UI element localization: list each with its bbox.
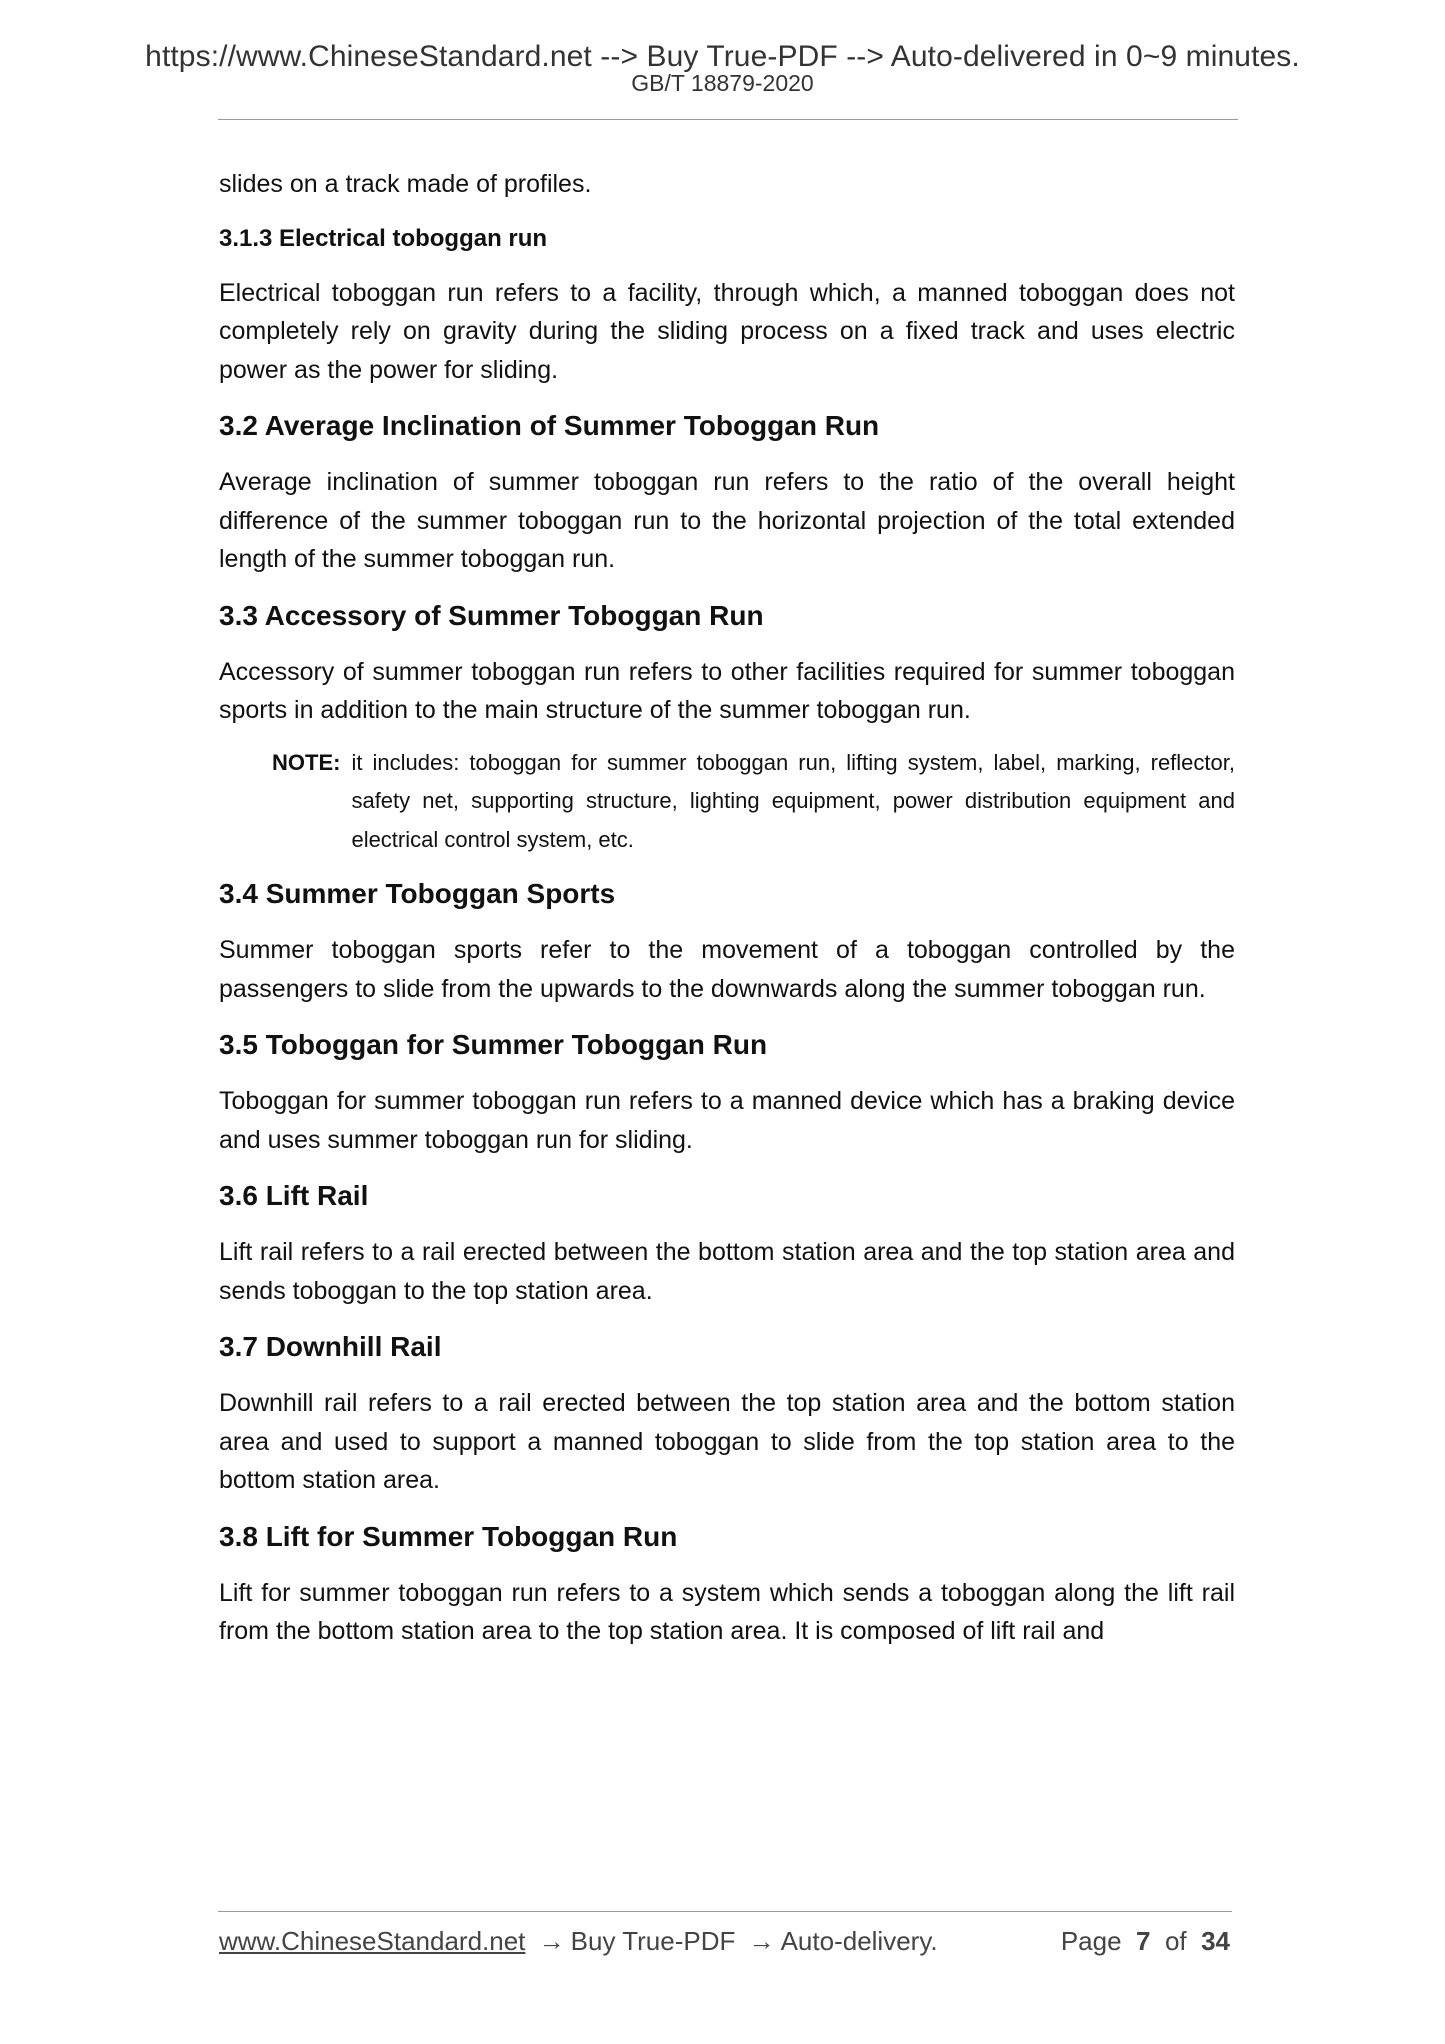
site-link[interactable]: www.ChineseStandard.net xyxy=(219,1926,526,1956)
standard-number: GB/T 18879-2020 xyxy=(631,70,814,96)
footer-promo xyxy=(219,1926,938,1957)
section-3-6-heading: 3.6 Lift Rail xyxy=(219,1180,369,1211)
current-page-number: 7 xyxy=(1136,1926,1151,1956)
section-3-3-heading: 3.3 Accessory of Summer Toboggan Run xyxy=(219,599,764,631)
section-3-1-3-heading: 3.1.3 Electrical toboggan run xyxy=(219,224,548,252)
section-3-5-text: Toboggan for summer toboggan run refers to a manned device which has a braking device and uses summer toboggan run for sliding. xyxy=(219,1087,1235,1154)
note-label: NOTE: xyxy=(272,749,341,775)
top-banner: https://www.ChineseStandard.net --> Buy True-PDF --> Auto-delivered in 0~9 minutes. xyxy=(145,40,1300,73)
footer-divider xyxy=(218,1911,1232,1912)
section-3-6-text: Lift rail refers to a rail erected between the bottom station area and the top station area and sends toboggan to the top station area. xyxy=(219,1238,1235,1305)
section-3-1-3-text: Electrical toboggan run refers to a facility, through which, a manned toboggan does not completely rely on gravity during the sliding process on a fixed track and uses electric power as the power for sliding. xyxy=(219,278,1235,384)
page-content xyxy=(219,165,1235,1651)
section-3-7-text: Downhill rail refers to a rail erected between the top station area and the bottom station area and used to support a manned toboggan to slide from the top station area to the bottom station area. xyxy=(219,1389,1235,1494)
section-3-7-heading: 3.7 Downhill Rail xyxy=(219,1331,442,1362)
right-arrow-icon: → xyxy=(538,1926,565,1956)
of-label: of xyxy=(1164,1926,1187,1956)
note-block xyxy=(272,744,1235,860)
section-3-4-text: Summer toboggan sports refer to the movement of a toboggan controlled by the passengers to slide from the upwards to the downwards along the summer toboggan run. xyxy=(219,936,1235,1003)
page-label: Page xyxy=(1060,1926,1122,1956)
page-indicator xyxy=(1061,1926,1230,1957)
total-pages-number: 34 xyxy=(1201,1926,1230,1956)
page-footer xyxy=(219,1926,1235,1966)
section-3-2-text: Average inclination of summer toboggan run refers to the ratio of the overall height difference of the summer toboggan run to the horizontal projection of the total extended length of the summer toboggan run. xyxy=(219,468,1235,573)
section-3-3-text: Accessory of summer toboggan run refers to other facilities required for summer toboggan sports in addition to the main structure of the summer toboggan run. xyxy=(219,657,1235,724)
header-divider xyxy=(218,119,1238,120)
section-3-8-text: Lift for summer toboggan run refers to a system which sends a toboggan along the lift rail from the bottom station area to the top station area. It is composed of lift rail and xyxy=(219,1578,1235,1645)
section-3-5-heading: 3.5 Toboggan for Summer Toboggan Run xyxy=(219,1029,768,1060)
section-3-4-heading: 3.4 Summer Toboggan Sports xyxy=(219,878,616,909)
right-arrow-icon: → xyxy=(748,1926,775,1956)
section-3-2-heading: 3.2 Average Inclination of Summer Toboggan Run xyxy=(219,410,880,441)
section-3-8-heading: 3.8 Lift for Summer Toboggan Run xyxy=(219,1520,678,1552)
continued-paragraph: slides on a track made of profiles. xyxy=(219,170,592,198)
note-text: it includes: toboggan for summer toboggan run, lifting system, label, marking, reflector, safety net, supporting structure, lighting equipment, power distribution equipment and electrical control system, etc. xyxy=(351,749,1235,852)
buy-true-pdf-text: Buy True-PDF xyxy=(570,1926,736,1956)
auto-delivery-text: Auto-delivery. xyxy=(780,1926,938,1956)
